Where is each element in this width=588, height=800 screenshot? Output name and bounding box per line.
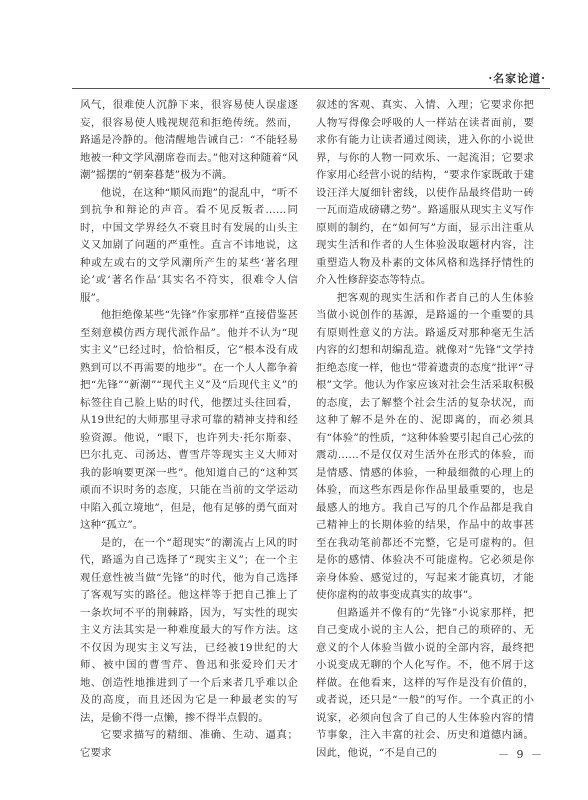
- paragraph: 他说，在这种“顺风而跑”的混乱中，“听不到抗争和辩论的声音。看不见反叛者……同时，中国文学界经久不衰且时有发展的山头主义又加剧了问题的严重性。直言不讳地说，这种或左或右的文学风潮所产生的某些‘著名理论’或‘著名作品’其实名不符实，很难令人信服”。: [80, 186, 298, 304]
- paragraph: 叙述的客观、真实、入情、入理；它要求你把人物写得像会呼吸的人一样站在读者面前，要求你有能力让读者通过阅读，进入你的小说世界，与你的人物一同欢乐、一起流泪；它要求作家用心经营小说的结构，“要求作家既敢于建设汪洋大厦细针密线，以使作品最终借助一砖一瓦而造成磅礴之势”。路遥服从现实主义写作原则的制约，在“如何写”方面，显示出注重从现实生活和作者的人生体验汲取题材内容，注重塑造人物及朴素的文体风格和选择抒情性的介入性修辞姿态等特点。: [316, 99, 534, 286]
- page-number: － 9 －: [498, 748, 544, 761]
- header-rule: [72, 88, 550, 89]
- paragraph: 风气，很难使人沉静下来，很容易使人误虚逐妄，很容易使人贱视规范和拒绝传统。然而，路遥是冷静的。他清醒地告诫自己：“不能轻易地被一种文学风潮席卷而去。”他对这种随着“风潮”摇摆的“朝秦暮楚”极为不满。: [80, 99, 298, 181]
- paragraph: 它要求描写的精细、准确、生动、逼真；它要求: [80, 729, 298, 759]
- section-header: ·名家论道·: [488, 72, 546, 85]
- paragraph: 把客观的现实生活和作者自己的人生体验当做小说创作的基源，是路遥的一个重要的具有原则性意义的方法。路遥反对那种毫无生活内容的幻想和胡编乱造。就像对“先锋”文学持拒绝态度一样，他也“带着遗责的态度”批评“寻根”文学。他认为作家应该对社会生活采取积极的态度，去了解整个社会生活的复杂状况，而这种了解不是外在的、泥即离的，而必须具有“体验”的性质，“这种体验要引起自己心弦的震动……不是仅仅对生活外在形式的体验，而是情感、情感的体验，一种最细微的心理上的体验，而这些东西是你作品里最重要的，也是最感人的地方。我自己写的几个作品都是我自己精神上的长期体验的结果，作品中的故事甚至在我动笔前都还不完整，它是可虚构的。但是你的感情、体验决不可能虚构。它必须是你亲身体验、感觉过的，写起来才能真切，才能使你虚构的故事变成真实的故事”。: [316, 291, 534, 601]
- paragraph: 是的，在一个“超现实”的潮流占上风的时代，路遥为自己选择了“现实主义”；在一个主观任意性被当做“先锋”的时代，他为自己选择了客观写实的路径。他这样等于把自己推上了一条坎坷不平的荆棘路，因为，写实性的现实主义方法其实是一种难度最大的写作方法。这不仅因为现实主义写法，已经被19世纪的大师、被中国的曹雪芹、鲁迅和张爱玲们天才地、创造性地推进到了一个后来者几乎难以企及的高度，而且还因为它是一种最老实的写法，是偷不得一点懒，掺不得半点假的。: [80, 536, 298, 724]
- right-column: [316, 97, 534, 762]
- paragraph: 但路遥并不像有的“先锋”小说家那样，把自己变成小说的主人公，把自己的琐碎的、无意义的个人体验当做小说的全部内容，最终把小说变成无聊的个人化写作。不，他不屑于这样做。在他看来，这样的写作是没有价值的，或者说，还只是“一般”的写作。一个真正的小说家，必须向包含了自己的人生体验内容的情节事象，注入丰富的社会、历史和道德内涵。因此，他说，“不是自己的: [316, 606, 534, 759]
- left-column: [80, 97, 298, 762]
- paragraph: 他拒绝像某些“先锋”作家那样“直接借鉴甚至刻意模仿西方现代派作品”。他并不认为“现实主义”已经过时，恰恰相反，它“根本没有成熟到可以不再需要的地步”。在一个人人都争着把“先锋”“新潮”“现代主义”及“后现代主义”的标签往自己脸上贴的时代，他摆过头往回看，从19世纪的大师那里寻求可靠的精神支持和经验资源。他说，“眼下，也许列夫·托尔斯泰、巴尔扎克、司汤达、曹雪芹等现实主义大师对我的影响要更深一些”。他知道自己的“这种冥顽而不识时务的态度，只能在当前的文学运动中陷入孤立境地”，但是，他有足够的勇气面对这种“孤立”。: [80, 309, 298, 531]
